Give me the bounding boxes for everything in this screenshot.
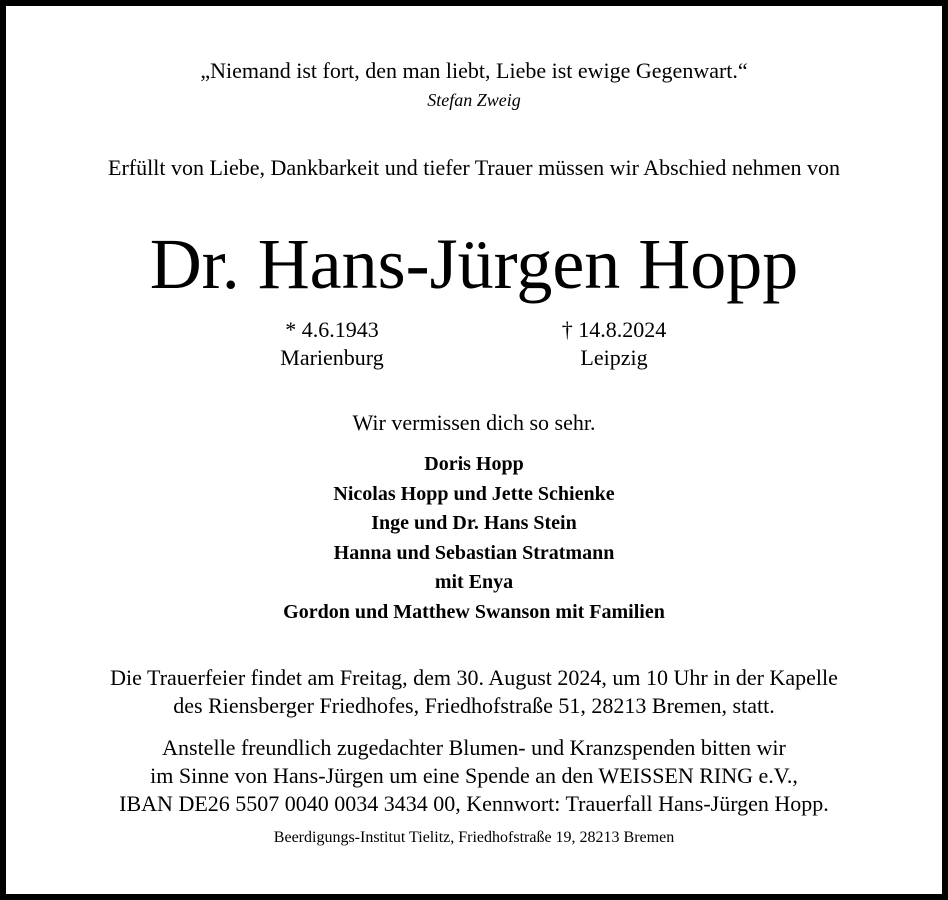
mourner-line: Gordon und Matthew Swanson mit Familien xyxy=(283,600,665,623)
miss-line: Wir vermissen dich so sehr. xyxy=(352,410,596,435)
funeral-info xyxy=(6,664,942,720)
funeral-line: des Riensberger Friedhofes, Friedhofstraße 51, 28213 Bremen, statt. xyxy=(173,693,775,718)
quote-author: Stefan Zweig xyxy=(427,90,521,110)
deceased-name: Dr. Hans-Jürgen Hopp xyxy=(149,224,799,304)
obituary-notice xyxy=(6,6,942,894)
undertaker-line: Beerdigungs-Institut Tielitz, Friedhofstraße 19, 28213 Bremen xyxy=(273,829,675,846)
mourners-list xyxy=(6,450,942,628)
mourner-line: Hanna und Sebastian Stratmann xyxy=(333,541,615,564)
quote-text: „Niemand ist fort, den man liebt, Liebe ist ewige Gegenwart.“ xyxy=(200,58,748,83)
birth-place: Marienburg xyxy=(280,345,384,370)
donation-line: Anstelle freundlich zugedachter Blumen- und Kranzspenden bitten wir xyxy=(162,735,786,760)
birth-info xyxy=(254,316,410,372)
donation-line: IBAN DE26 5507 0040 0034 3434 00, Kennwort: Trauerfall Hans-Jürgen Hopp. xyxy=(119,791,829,816)
death-info xyxy=(536,316,692,372)
mourner-line: Inge und Dr. Hans Stein xyxy=(371,512,577,535)
intro-line: Erfüllt von Liebe, Dankbarkeit und tiefer Trauer müssen wir Abschied nehmen von xyxy=(108,155,840,180)
mourner-line: Nicolas Hopp und Jette Schienke xyxy=(333,482,615,505)
funeral-line: Die Trauerfeier findet am Freitag, dem 30. August 2024, um 10 Uhr in der Kapelle xyxy=(110,665,838,690)
mourner-line: Doris Hopp xyxy=(424,453,524,475)
donation-info xyxy=(6,734,942,818)
death-date: † 14.8.2024 xyxy=(561,317,667,342)
donation-line: im Sinne von Hans-Jürgen um eine Spende an den WEISSEN RING e.V., xyxy=(150,763,798,788)
mourner-line: mit Enya xyxy=(434,571,514,594)
death-place: Leipzig xyxy=(580,345,648,370)
birth-date: * 4.6.1943 xyxy=(285,317,379,342)
